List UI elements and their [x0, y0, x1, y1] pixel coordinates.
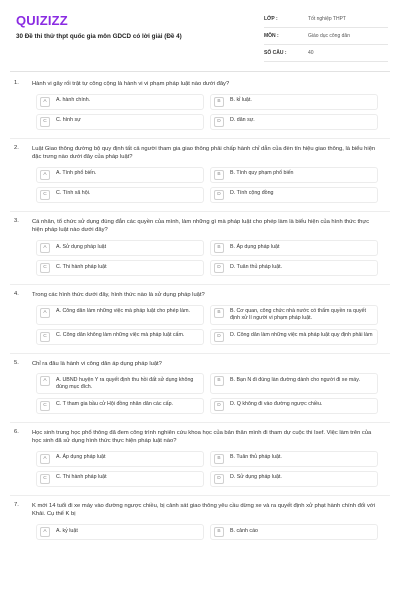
option-text: D. Q không đi vào đường ngược chiều.: [230, 401, 323, 408]
option-letter-badge: A: [40, 308, 50, 318]
question-divider: [10, 138, 390, 139]
answer-option[interactable]: [36, 305, 204, 325]
question-item: [14, 429, 390, 491]
answer-option[interactable]: [36, 240, 204, 256]
option-text: B. Bạn N đi đúng làn đường dành cho người đi xe máy.: [230, 376, 360, 383]
option-text: A. UBND huyện Y ra quyết định thu hồi đất sử dụng không đúng mục đích.: [56, 376, 194, 390]
quizizz-logo: QUIZIZZ: [16, 13, 68, 28]
question-item: [14, 145, 390, 207]
question-text: K mới 14 tuổi đi xe máy vào đường ngược chiều, bị cảnh sát giao thông yêu cầu dừng xe và ra quyết định xử phạt hành chính đối với Khải. Cụ thể K bị: [32, 502, 375, 518]
question-text: Chỉ ra đâu là hành vi công dân áp dụng pháp luật?: [32, 360, 162, 367]
question-list: [0, 80, 400, 544]
question-divider: [10, 422, 390, 423]
option-text: B. cảnh cáo: [230, 527, 258, 534]
option-letter-badge: A: [40, 454, 50, 464]
option-text: A. kỷ luật: [56, 527, 78, 534]
question-divider: [10, 211, 390, 212]
option-text: D. Công dân làm những việc mà pháp luật quy định phải làm: [230, 332, 373, 339]
answer-option[interactable]: [36, 167, 204, 183]
option-letter-badge: C: [40, 474, 50, 484]
option-letter-badge: A: [40, 527, 50, 537]
option-letter-badge: A: [40, 97, 50, 107]
answer-options: [36, 167, 384, 207]
option-letter-badge: B: [214, 454, 224, 464]
option-letter-badge: B: [214, 243, 224, 253]
answer-option[interactable]: [36, 471, 204, 487]
answer-option[interactable]: [210, 471, 378, 487]
question-number: 5.: [14, 359, 19, 366]
answer-option[interactable]: [210, 240, 378, 256]
option-text: C. Thi hành pháp luật: [56, 263, 107, 270]
option-letter-badge: D: [214, 401, 224, 411]
answer-option[interactable]: [36, 260, 204, 276]
option-letter-badge: D: [214, 474, 224, 484]
option-text: B. Áp dụng pháp luật: [230, 243, 280, 250]
meta-row-count: [264, 45, 388, 62]
question-text: Cá nhân, tổ chức sử dụng đúng đắn các quyền của mình, làm những gì mà pháp luật cho phép làm là biểu hiện của hình thức thực hiện pháp luật nào dưới đây?: [32, 218, 370, 234]
option-text: D. dân sự.: [230, 117, 255, 124]
option-text: A. Công dân làm những việc mà pháp luật cho phép làm.: [56, 308, 190, 315]
question-number: 3.: [14, 217, 19, 224]
answer-options: [36, 305, 384, 349]
answer-option[interactable]: [210, 94, 378, 110]
answer-option[interactable]: [210, 260, 378, 276]
meta-value: Giáo dục công dân: [308, 33, 350, 39]
option-letter-badge: B: [214, 376, 224, 386]
worksheet-header: [0, 0, 400, 70]
option-text: D. Tính cộng đồng: [230, 190, 274, 197]
question-number: 1.: [14, 80, 19, 86]
meta-key: LỚP :: [264, 16, 278, 22]
answer-option[interactable]: [36, 398, 204, 414]
answer-option[interactable]: [210, 524, 378, 540]
meta-row-class: [264, 11, 388, 28]
option-letter-badge: D: [214, 190, 224, 200]
answer-option[interactable]: [36, 187, 204, 203]
answer-option[interactable]: [36, 114, 204, 130]
question-item: [14, 80, 390, 134]
option-letter-badge: D: [214, 117, 224, 127]
option-text: D. Sử dụng pháp luật.: [230, 474, 282, 481]
question-divider: [10, 353, 390, 354]
meta-value: Tốt nghiệp THPT: [308, 16, 346, 22]
option-letter-badge: B: [214, 308, 224, 318]
option-text: C. Tính xã hội.: [56, 190, 91, 197]
option-letter-badge: D: [214, 332, 224, 342]
answer-option[interactable]: [36, 373, 204, 393]
answer-options: [36, 240, 384, 280]
answer-option[interactable]: [36, 524, 204, 540]
option-letter-badge: D: [214, 263, 224, 273]
question-item: [14, 360, 390, 418]
option-letter-badge: C: [40, 117, 50, 127]
answer-option[interactable]: [36, 451, 204, 467]
question-item: [14, 218, 390, 280]
option-text: A. Tính phổ biến.: [56, 170, 97, 177]
option-letter-badge: B: [214, 527, 224, 537]
answer-options: [36, 524, 384, 544]
option-text: B. Cơ quan, công chức nhà nước có thẩm quyền ra quyết định xử lí người vi phạm pháp luật.: [230, 308, 366, 321]
option-letter-badge: C: [40, 190, 50, 200]
option-letter-badge: B: [214, 170, 224, 180]
option-text: B. Tính quy phạm phổ biến: [230, 170, 294, 177]
question-item: [14, 502, 390, 544]
answer-option[interactable]: [210, 398, 378, 414]
meta-value: 40: [308, 50, 314, 56]
answer-option[interactable]: [36, 329, 204, 345]
question-number: 2.: [14, 144, 19, 151]
answer-option[interactable]: [210, 305, 378, 325]
worksheet-title: 30 Đề thi thử thpt quốc gia môn GDCD có lời giải (Đề 4): [16, 33, 182, 40]
option-text: A. hành chính.: [56, 97, 91, 104]
answer-option[interactable]: [210, 373, 378, 393]
answer-option[interactable]: [210, 187, 378, 203]
answer-option[interactable]: [210, 451, 378, 467]
answer-option[interactable]: [210, 329, 378, 345]
question-item: [14, 291, 390, 349]
meta-key: MÔN :: [264, 33, 279, 39]
worksheet-meta: [264, 11, 388, 62]
option-text: D. Tuân thủ pháp luật.: [230, 263, 283, 270]
option-text: C. hình sự: [56, 117, 81, 124]
header-divider: [10, 71, 390, 72]
question-number: 4.: [14, 290, 19, 297]
answer-options: [36, 94, 384, 134]
option-letter-badge: A: [40, 243, 50, 253]
option-text: A. Áp dụng pháp luật: [56, 454, 106, 461]
question-number: 6.: [14, 428, 19, 435]
option-text: C. Thi hành pháp luật: [56, 474, 107, 481]
answer-option[interactable]: [210, 114, 378, 130]
answer-option[interactable]: [210, 167, 378, 183]
answer-option[interactable]: [36, 94, 204, 110]
question-text: Học sinh trung học phổ thông đã đem công trình nghiên cứu khoa học của bản thân mình đi tham dự cuộc thi Isef. Việc làm trên của học sinh đã sử dụng hình thức thực hiện pháp luật nào?: [32, 429, 372, 445]
question-text: Luật Giao thông đường bộ quy định tất cả người tham gia giao thông phải chấp hành chỉ dẫn của đèn tín hiệu giao thông, là biểu hiện đặc trưng nào dưới đây của pháp luật?: [32, 145, 376, 161]
meta-row-subject: [264, 28, 388, 45]
option-letter-badge: B: [214, 97, 224, 107]
answer-options: [36, 373, 384, 417]
option-letter-badge: A: [40, 170, 50, 180]
option-text: B. kỉ luật.: [230, 97, 252, 104]
question-number: 7.: [14, 501, 19, 508]
option-letter-badge: C: [40, 401, 50, 411]
question-text: Hành vi gây rối trật tự công cộng là hành vi vi phạm pháp luật nào dưới đây?: [32, 81, 230, 87]
question-divider: [10, 284, 390, 285]
option-letter-badge: C: [40, 332, 50, 342]
option-text: C. Công dân không làm những việc mà pháp luật cấm.: [56, 332, 185, 339]
question-text: Trong các hình thức dưới đây, hình thức nào là sử dụng pháp luật?: [32, 291, 205, 298]
meta-key: SỐ CÂU :: [264, 50, 287, 56]
option-text: B. Tuân thủ pháp luật.: [230, 454, 282, 461]
option-text: A. Sử dụng pháp luật: [56, 243, 107, 250]
option-text: C. T tham gia bầu cử Hội đồng nhân dân các cấp.: [56, 401, 174, 408]
option-letter-badge: C: [40, 263, 50, 273]
answer-options: [36, 451, 384, 491]
option-letter-badge: A: [40, 376, 50, 386]
question-divider: [10, 495, 390, 496]
